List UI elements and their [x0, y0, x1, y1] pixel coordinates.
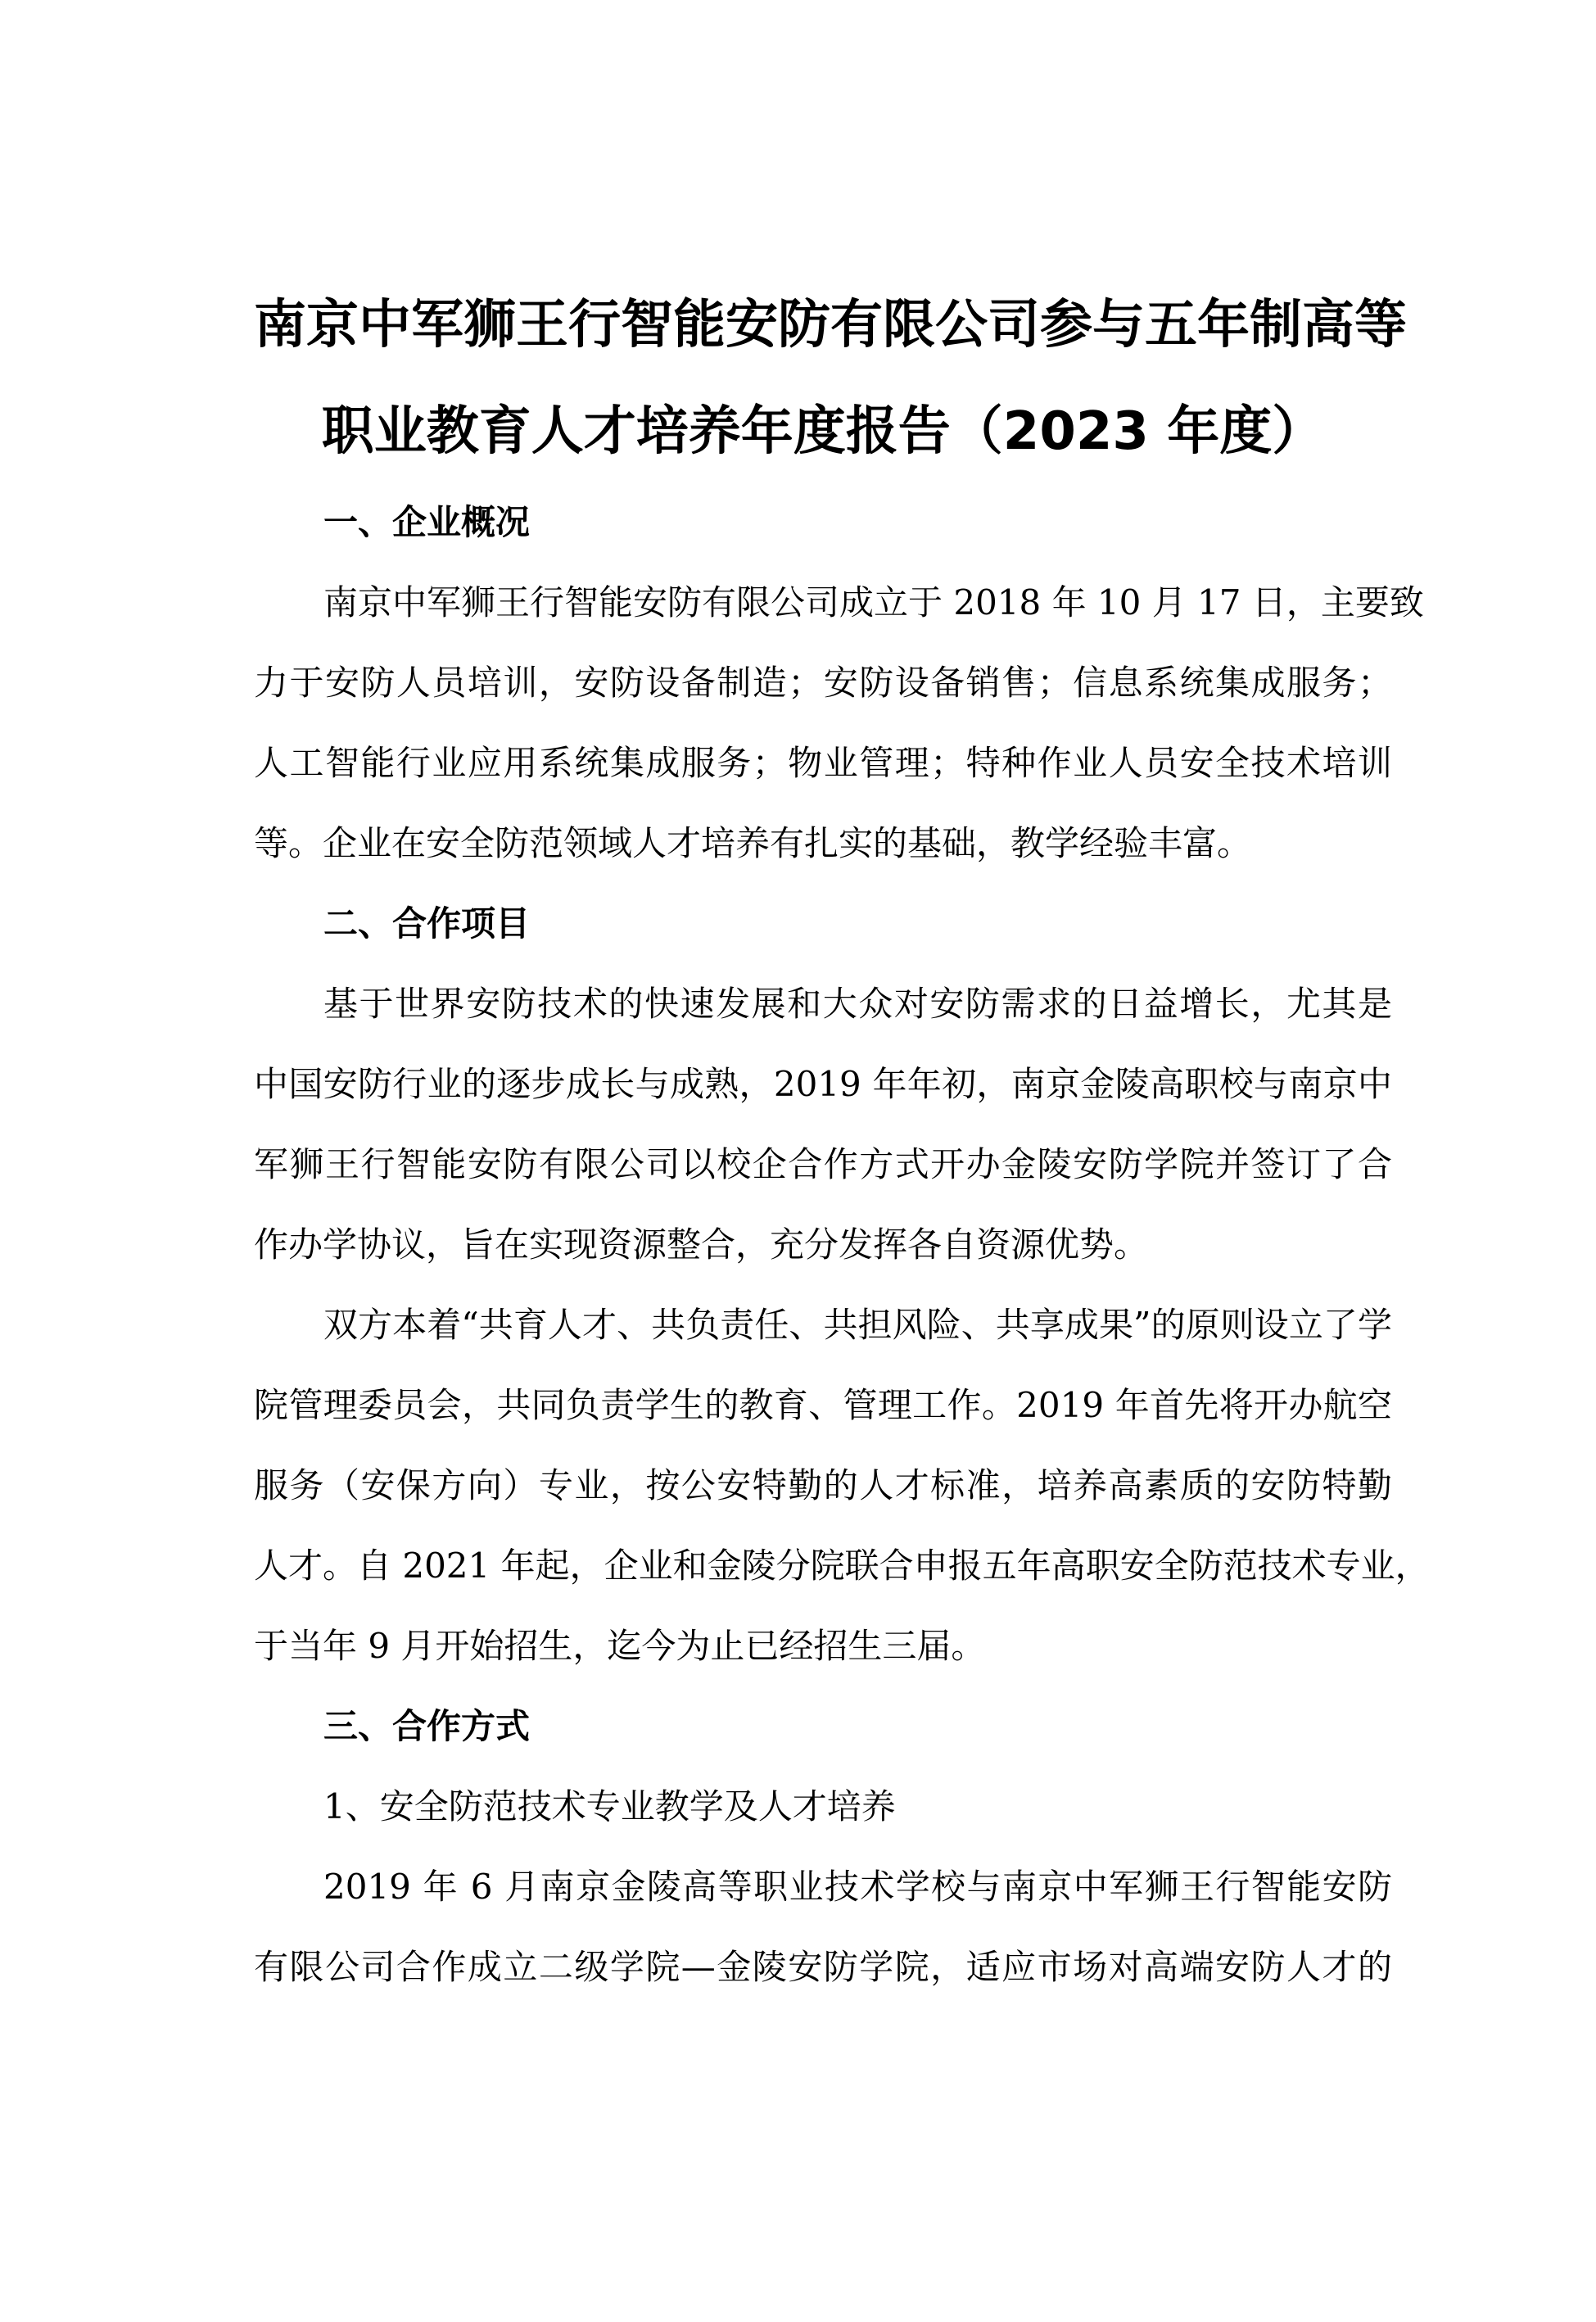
paragraph-line: 院管理委员会，共同负责学生的教育、管理工作。2019 年首先将开办航空	[254, 1385, 1392, 1425]
paragraph-line: 中国安防行业的逐步成长与成熟，2019 年年初，南京金陵高职校与南京中	[254, 1064, 1392, 1104]
paragraph-line: 基于世界安防技术的快速发展和大众对安防需求的日益增长，尤其是	[323, 984, 1392, 1024]
document-title-line-1: 南京中军狮王行智能安防有限公司参与五年制高等	[254, 295, 1407, 355]
document-title-line-2: 职业教育人才培养年度报告（2023 年度）	[321, 401, 1325, 462]
section-heading-company-overview: 一、企业概况	[323, 502, 531, 542]
paragraph-line: 力于安防人员培训，安防设备制造；安防设备销售；信息系统集成服务；	[254, 663, 1392, 703]
paragraph-line: 双方本着“共育人才、共负责任、共担风险、共享成果”的原则设立了学	[323, 1305, 1392, 1345]
paragraph-line: 作办学协议，旨在实现资源整合，充分发挥各自资源优势。	[254, 1224, 1149, 1265]
paragraph-line: 军狮王行智能安防有限公司以校企合作方式开办金陵安防学院并签订了合	[254, 1144, 1392, 1184]
paragraph-line: 南京中军狮王行智能安防有限公司成立于 2018 年 10 月 17 日，主要致	[323, 582, 1424, 622]
subsection-heading: 1、安全防范技术专业教学及人才培养	[323, 1786, 896, 1826]
paragraph-line: 于当年 9 月开始招生，迄今为止已经招生三届。	[254, 1626, 986, 1666]
paragraph-line: 2019 年 6 月南京金陵高等职业技术学校与南京中军狮王行智能安防	[323, 1867, 1392, 1907]
paragraph-line: 有限公司合作成立二级学院—金陵安防学院，适应市场对高端安防人才的	[254, 1947, 1392, 1987]
section-heading-cooperation-project: 二、合作项目	[323, 903, 531, 944]
paragraph-line: 人工智能行业应用系统集成服务；物业管理；特种作业人员安全技术培训	[254, 743, 1392, 783]
paragraph-line: 等。企业在安全防范领域人才培养有扎实的基础，教学经验丰富。	[254, 823, 1252, 863]
paragraph-line: 服务（安保方向）专业，按公安特勤的人才标准，培养高素质的安防特勤	[254, 1465, 1392, 1505]
paragraph-line: 人才。自 2021 年起，企业和金陵分院联合申报五年高职安全防范技术专业，	[254, 1546, 1430, 1586]
section-heading-cooperation-method: 三、合作方式	[323, 1706, 531, 1746]
